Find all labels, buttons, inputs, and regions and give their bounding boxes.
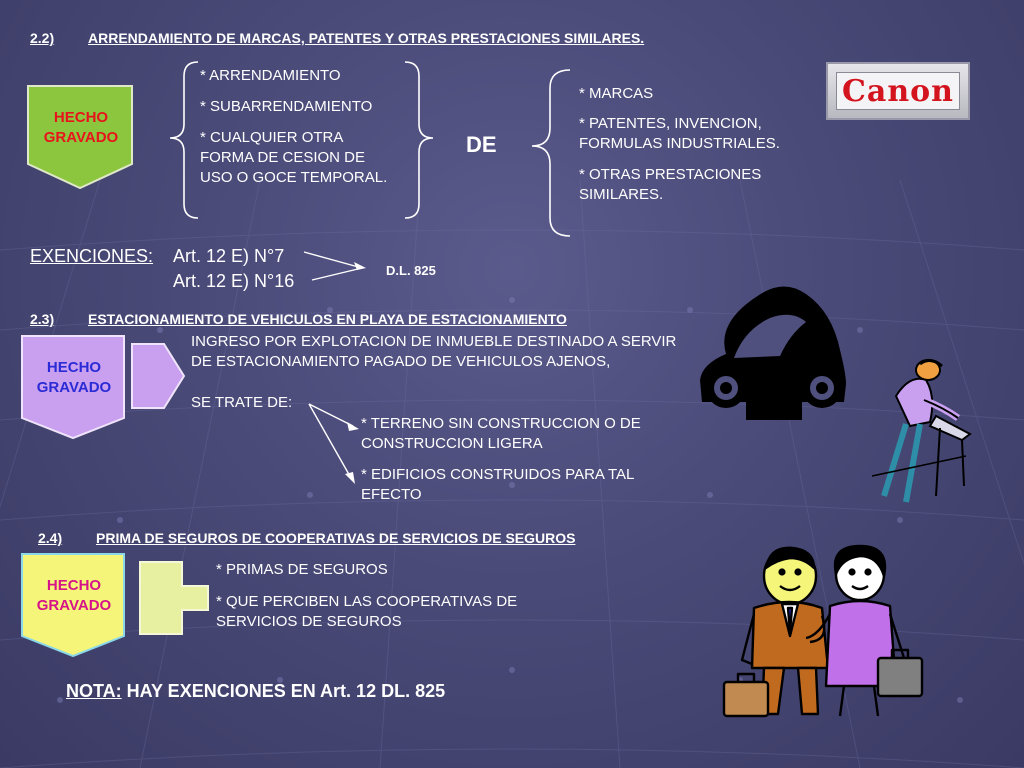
canon-logo-text: Canon <box>842 74 954 109</box>
parking-description: INGRESO POR EXPLOTACION DE INMUEBLE DESTINADO A SERVIR DE ESTACIONAMIENTO PAGADO DE VEHICULOS AJENOS, <box>191 333 677 370</box>
arrow-3 <box>138 560 210 636</box>
lease-item-0: * ARRENDAMIENTO <box>200 67 341 84</box>
connector-de: DE <box>466 132 497 157</box>
lease-item-2: * CUALQUIER OTRA FORMA DE CESION DE USO O GOCE TEMPORAL. <box>200 129 388 186</box>
parking-arrows <box>305 398 365 488</box>
section-2-3-number: 2.3) <box>30 311 55 327</box>
lease-item-1: * SUBARRENDAMIENTO <box>200 98 373 115</box>
mechanic-icon <box>866 356 972 504</box>
insurance-item-0: * PRIMAS DE SEGUROS <box>216 561 388 578</box>
section-2-4-number: 2.4) <box>38 530 63 546</box>
asset-item-1: * PATENTES, INVENCION, FORMULAS INDUSTRIALES. <box>579 115 780 152</box>
exenciones-line-2: Art. 12 E) N°16 <box>173 271 295 291</box>
business-people-icon <box>718 544 928 724</box>
badge-3-line1: HECHO <box>46 577 102 594</box>
badge-3-label <box>20 576 128 616</box>
badge-1-label <box>26 108 136 148</box>
section-2-2-number: 2.2) <box>30 30 55 46</box>
asset-item-0: * MARCAS <box>579 85 654 102</box>
exenciones-block <box>30 244 153 269</box>
insurance-item-1: * QUE PERCIBEN LAS COOPERATIVAS DE SERVICIOS DE SEGUROS <box>216 593 518 630</box>
exenciones-label: EXENCIONES: <box>30 246 154 266</box>
badge-1-line2: GRAVADO <box>43 129 119 146</box>
nota-line <box>66 681 445 702</box>
badge-2-line2: GRAVADO <box>36 379 112 396</box>
asset-item-2: * OTRAS PRESTACIONES SIMILARES. <box>579 166 762 203</box>
badge-2-line1: HECHO <box>46 359 102 376</box>
exenciones-ref: D.L. 825 <box>386 263 436 278</box>
nota-label: NOTA: <box>66 681 122 701</box>
section-2-4-title: PRIMA DE SEGUROS DE COOPERATIVAS DE SERVICIOS DE SEGUROS <box>96 530 576 546</box>
nota-text: HAY EXENCIONES EN Art. 12 DL. 825 <box>121 681 446 701</box>
parking-option-0: * TERRENO SIN CONSTRUCCION O DE CONSTRUCCION LIGERA <box>361 415 641 452</box>
section-2-2-title: ARRENDAMIENTO DE MARCAS, PATENTES Y OTRAS PRESTACIONES SIMILARES. <box>88 30 645 46</box>
car-icon <box>696 284 852 424</box>
exenciones-line-1: Art. 12 E) N°7 <box>173 246 285 266</box>
exenciones-arrows <box>300 248 380 288</box>
parking-option-1: * EDIFICIOS CONSTRUIDOS PARA TAL EFECTO <box>361 466 634 503</box>
badge-3-line2: GRAVADO <box>36 597 112 614</box>
badge-2-label <box>20 358 128 398</box>
section-2-3-title: ESTACIONAMIENTO DE VEHICULOS EN PLAYA DE ESTACIONAMIENTO <box>88 311 567 327</box>
arrow-2 <box>130 342 186 410</box>
badge-1-line1: HECHO <box>53 109 109 126</box>
parking-condition: SE TRATE DE: <box>191 394 293 411</box>
canon-logo <box>826 62 970 120</box>
